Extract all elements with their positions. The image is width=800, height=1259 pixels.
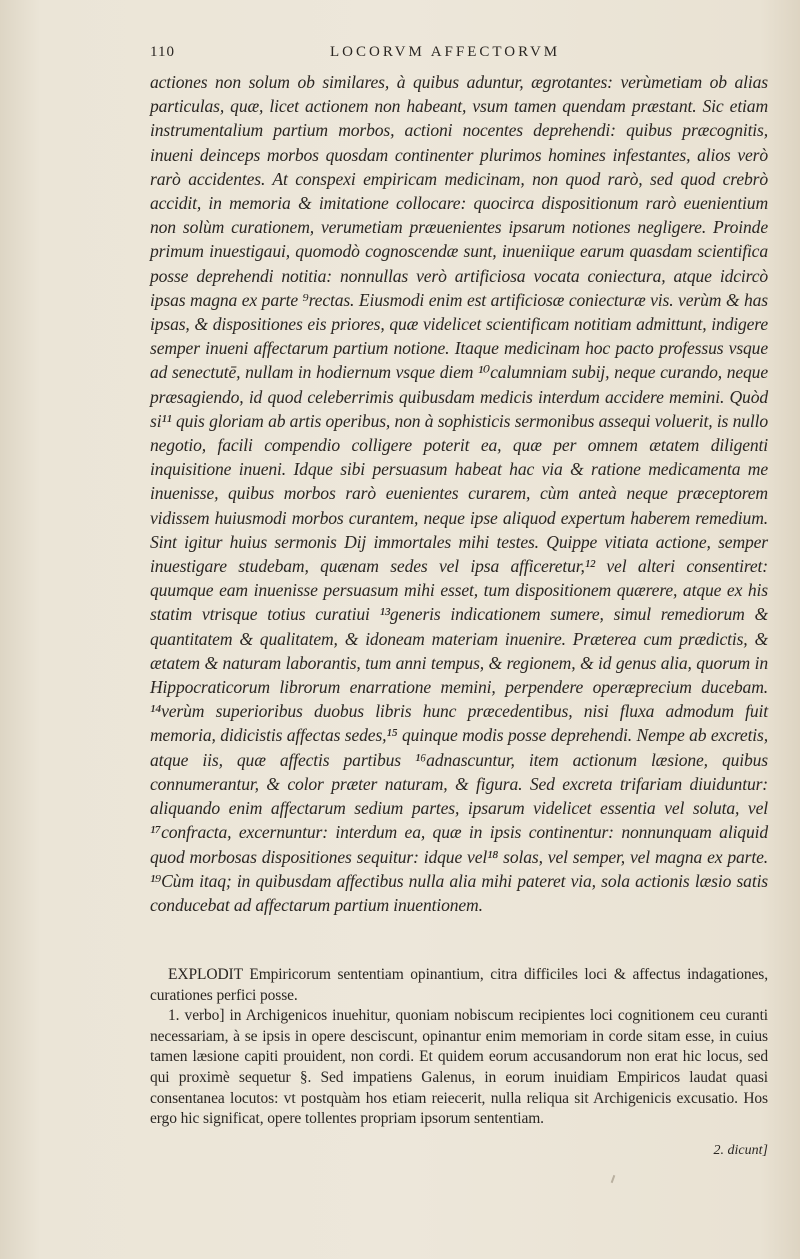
- catchword: 2. dicunt]: [713, 1143, 768, 1158]
- commentary-block: [150, 965, 768, 1130]
- page-number: 110: [150, 44, 175, 60]
- ink-mark: [611, 1175, 616, 1183]
- commentary-summary: EXPLODIT Empiricorum sententiam opinantium, citra difficiles loci & affectus indagationes, curationes perfici posse.: [150, 966, 768, 1004]
- commentary-note: 1. verbo] in Archigenicos inuehitur, quoniam nobiscum recipientes loci cognitionem ceu curanti necessariam, à se ipsis in opere desciscunt, opinantur enim memoriam in corde sitam esse, in cuius tamen læsione capiti prouident, non cordi. Et quidem eorum accusandorum non erat hic locus, sed qui proximè sequetur §. Sed impatiens Galenus, in eorum inuidiam Empiricos laudat quasi consentanea locutos: vt postquàm hos etiam reiecerit, nulla reliqua sit Archigenicis excusatio. Hos ergo hic significat, opere tollentes propriam ipsorum sententiam.: [150, 1007, 768, 1128]
- running-title: LOCORVM AFFECTORVM: [330, 44, 561, 60]
- page-header: [150, 44, 770, 66]
- main-text-block: [150, 70, 768, 917]
- main-paragraph: actiones non solum ob similares, à quibus aduntur, ægrotantes: verùmetiam ob alias particulas, quæ, licet actionem non habeant, vsum tamen quendam præstant. Sic etiam instrumentalium partium morbos, actioni nocentes deprehendi: quibus præcognitis, inueni deinceps morbos quosdam continenter plurimos homines infestantes, alios verò rarò accidentes. At conspexi empiricam medicinam, non quod rarò, sed quod crebrò accidit, in memoria & imitatione collocare: quocirca dispositionum rarò euenientium non solùm curationem, verumetiam præuenientes ipsarum notiones negligere. Proinde primum inuestigaui, quomodò cognoscendæ sunt, inueniique earum quasdam scientifica posse deprehendi notitia: nonnullas verò artificiosa vocata coniectura, atque idcircò ipsas magna ex parte ⁹rectas. Eiusmodi enim est artificiosæ coniecturæ vis. verùm & has ipsas, & dispositiones eis priores, quæ videlicet scientificam notitiam admittunt, indigere semper inueni affectarum partium notione. Itaque medicinam hoc pacto professus vsque ad senectutē, nullam in hodiernum vsque diem ¹⁰calumniam subij, neque curando, neque præsagiendo, id quod celeberrimis quibusdam medicis interdum accidere memini. Quòd si¹¹ quis gloriam ab artis operibus, non à sophisticis sermonibus assequi voluerit, is nullo negotio, facili compendio colligere poterit ea, quæ per omnem ætatem diligenti inquisitione inueni. Idque sibi persuasum habeat hac via & ratione medicamenta me inuenisse, quibus morbos rarò euenientes curarem, cùm anteà neque præceptorem vidissem huiusmodi morbos curantem, neque ipse aliquod expertum haberem remedium. Sint igitur huius sermonis Dij immortales mihi testes. Quippe vitiata actione, semper inuestigare studebam, quænam sedes vel ipsa afficeretur,¹² vel alteri consentiret: quumque eam inuenisse persuasum mihi esset, tum dispositionem quærere, atque ex his statim vtrisque totius curatiui ¹³generis indicationem sumere, simul remediorum & quantitatem & qualitatem, & idoneam materiam inuenire. Præterea cum prædictis, & ætatem & naturam laborantis, tum anni tempus, & regionem, & id genus alia, quorum in Hippocraticorum librorum enarratione memini, perpendere operæprecium ducebam. ¹⁴verùm superioribus duobus libris hunc præcedentibus, nisi fluxa admodum fuit memoria, didicistis affectas sedes,¹⁵ quinque modis posse deprehendi. Nempe ab excretis, atque iis, quæ affectis partibus ¹⁶adnascuntur, item actionum læsione, quibus connumerantur, & color præter naturam, & figura. Sed excreta trifariam diuiduntur: aliquando enim affectarum sedium partes, ipsarum videlicet essentia vel soluta, vel ¹⁷confracta, excernuntur: interdum ea, quæ in ipsis continentur: nonnunquam aliquid quod morbosas dispositiones sequitur: idque vel¹⁸ solas, vel semper, vel magna ex parte. ¹⁹Cùm itaq; in quibusdam affectibus nulla alia mihi pateret via, sola actionis læsio satis conducebat ad affectarum partium inuentionem.: [150, 72, 768, 915]
